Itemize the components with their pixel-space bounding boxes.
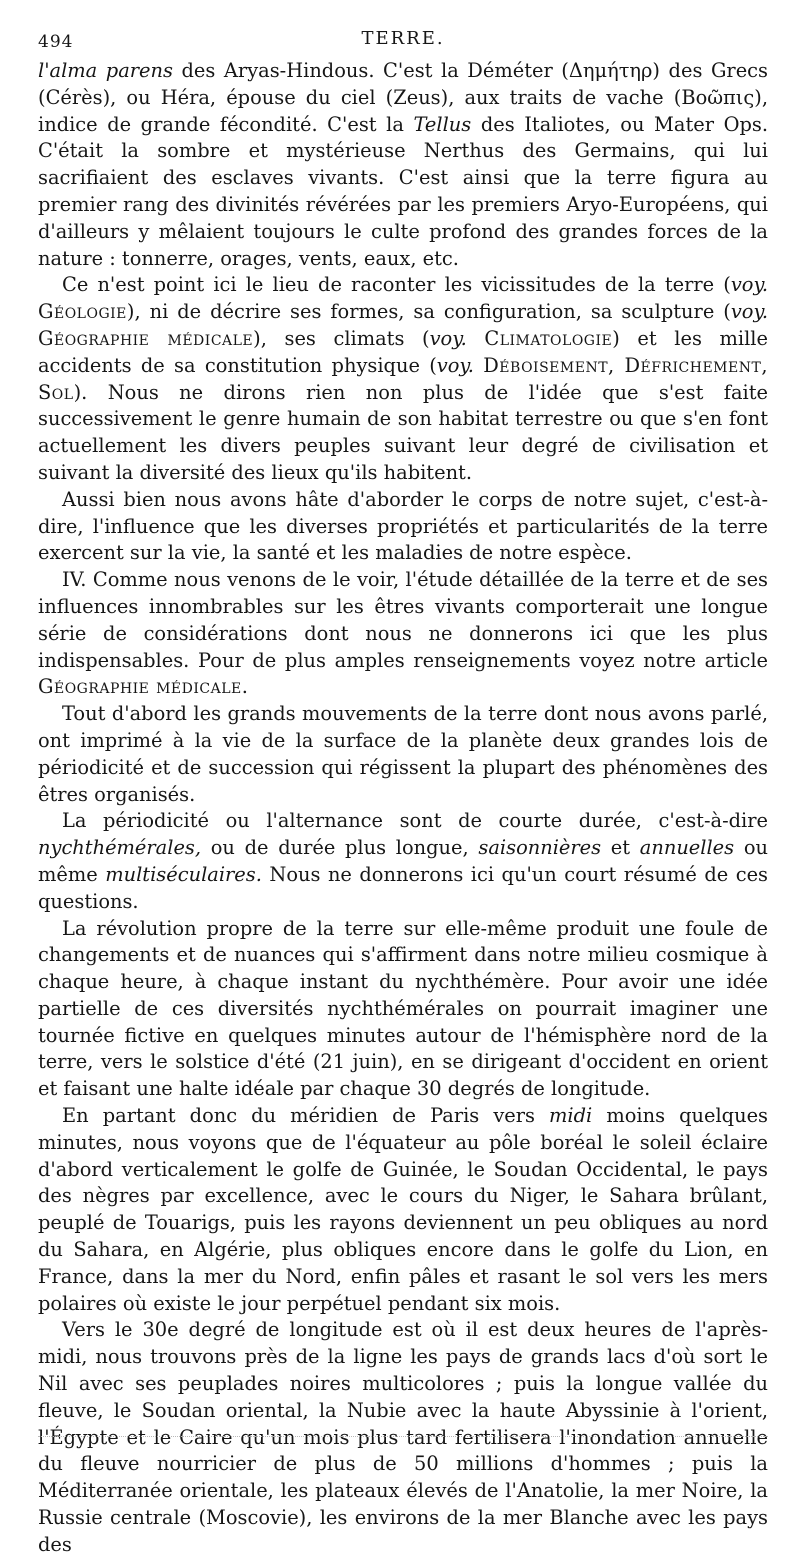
text-run: des Aryas-Hindous. C'est la Déméter (Δημήτηρ) des Grecs (Cérès), ou Héra, épouse du ciel (Zeus), aux traits de vache (Βοῶπις), indice de grande fécondité. C'est la — [38, 59, 768, 136]
paragraph — [38, 808, 768, 915]
paragraph — [38, 1103, 768, 1317]
italic-text: voy. — [730, 300, 768, 324]
italic-text: voy. — [429, 326, 467, 350]
italic-text: multiséculaires. — [105, 862, 262, 886]
running-head — [38, 22, 768, 58]
paragraph — [38, 916, 768, 1104]
paragraph — [38, 567, 768, 701]
text-run: La périodicité ou l'alternance sont de courte durée, c'est-à-dire — [62, 809, 768, 833]
page — [38, 22, 768, 1559]
running-title: TERRE. — [361, 28, 445, 49]
italic-text: midi — [549, 1104, 593, 1128]
text-run: moins quelques minutes, nous voyons que de l'équateur au pôle boréal le soleil éclaire d'abord verticalement le golfe de Guinée, le Soudan Occidental, le pays des nègres par excellence, avec le cours du Niger, le Sahara brûlant, peuplé de Touarigs, puis les rayons deviennent un peu obliques au nord du Sahara, en Algérie, plus obliques encore dans le golfe du Lion, en France, dans la mer du Nord, enfin pâles et rasant le sol vers les mers polaires où existe le jour perpétuel pendant six mois. — [38, 1104, 769, 1315]
text-run — [474, 354, 483, 377]
text-run: ), ses climats ( — [253, 326, 430, 350]
text-run: Vers le 30e degré de longitude est où il est deux heures de l'après-midi, nous trouvons près de la ligne les pays de grands lacs d'où sort le Nil avec ses peuplades noires multicolores ; puis la longue vallée du fleuve, le Soudan oriental, la Nubie avec la haute Abyssinie à l'orient, l'Égypte et le Caire qu'un mois plus tard fertilisera l'inondation annuelle du fleuve nourricier de plus de 50 millions d'hommes ; puis la Méditerranée orientale, les plateaux élevés de l'Anatolie, la mer Noire, la Russie centrale (Moscovie), les environs de la mer Blanche avec les pays des — [38, 1318, 768, 1556]
text-run: et — [601, 836, 640, 860]
cross-reference: Géographie médicale — [38, 326, 254, 350]
cross-reference: Géographie médicale — [38, 675, 242, 699]
cross-reference: Géologie — [38, 300, 127, 324]
page-number: 494 — [38, 32, 74, 52]
italic-text: Tellus — [413, 112, 472, 136]
paragraph — [38, 701, 768, 808]
article-body — [38, 58, 768, 1559]
text-run: ). Nous ne dirons rien non plus de l'idée que s'est faite successivement le genre humain de son habitat terrestre ou que s'en font actuellement les divers peuples suivant leur degré de civilisation et suivant la diversité des lieux qu'ils habitent. — [38, 380, 768, 484]
italic-text: voy. — [730, 273, 768, 297]
italic-text: voy. — [436, 353, 474, 377]
paragraph — [38, 1317, 768, 1558]
paragraph — [38, 487, 768, 567]
cross-reference: Déboisement, Défrichement, Sol — [38, 353, 768, 404]
paragraph — [38, 58, 768, 272]
text-run: Aussi bien nous avons hâte d'aborder le corps de notre sujet, c'est-à-dire, l'influence que les diverses propriétés et particularités de la terre exercent sur la vie, la santé et les maladies de notre espèce. — [38, 487, 768, 565]
text-run: ) et les mille accidents de sa constitution physique ( — [38, 326, 768, 377]
page-bottom-rule — [38, 1436, 768, 1437]
italic-text: nychthémérales, — [38, 836, 202, 860]
text-run: En partant donc du méridien de Paris vers — [62, 1104, 550, 1128]
italic-text: annuelles — [639, 836, 735, 860]
text-run — [467, 327, 485, 350]
italic-text: l'alma parens — [38, 59, 173, 82]
text-run: . — [241, 675, 248, 699]
text-run: ), ni de décrire ses formes, sa configuration, sa sculpture ( — [126, 300, 731, 324]
text-run: Ce n'est point ici le lieu de raconter les vicissitudes de la terre ( — [62, 273, 731, 297]
italic-text: saisonnières — [478, 836, 602, 860]
text-run: Tout d'abord les grands mouvements de la terre dont nous avons parlé, ont imprimé à la vie de la surface de la planète deux grandes lois de périodicité et de succession qui régissent la plupart des phénomènes des êtres organisés. — [38, 702, 768, 806]
text-run: ou de durée plus longue, — [201, 836, 479, 860]
cross-reference: Climatologie — [484, 326, 613, 350]
text-run: ou même — [38, 836, 768, 886]
text-run: La révolution propre de la terre sur elle-même produit une foule de changements et de nuances qui s'affirment dans notre milieu cosmique à chaque heure, à chaque instant du nychthémère. Pour avoir une idée partielle de ces diversités nychthémérales on pourrait imaginer une tournée fictive en quelques minutes autour de l'hémisphère nord de la terre, vers le solstice d'été (21 juin), en se dirigeant d'occident en orient et faisant une halte idéale par chaque 30 degrés de longitude. — [38, 916, 768, 1101]
text-run: Nous ne donnerons ici qu'un court résumé de ces questions. — [38, 862, 769, 913]
text-run: IV. Comme nous venons de le voir, l'étude détaillée de la terre et de ses influences innombrables sur les êtres vivants comporterait une longue série de considérations dont nous ne donnerons ici que les plus indispensables. Pour de plus amples renseignements voyez notre article — [38, 568, 768, 672]
text-run: des Italiotes, ou Mater Ops. C'était la sombre et mystérieuse Nerthus des Germains, qui lui sacrifiaient des esclaves vivants. C'est ainsi que la terre figura au premier rang des divinités révérées par les premiers Aryo-Européens, qui d'ailleurs y mêlaient toujours le culte profond des grandes forces de la nature : tonnerre, orages, vents, eaux, etc. — [38, 112, 768, 270]
paragraph — [38, 272, 768, 486]
